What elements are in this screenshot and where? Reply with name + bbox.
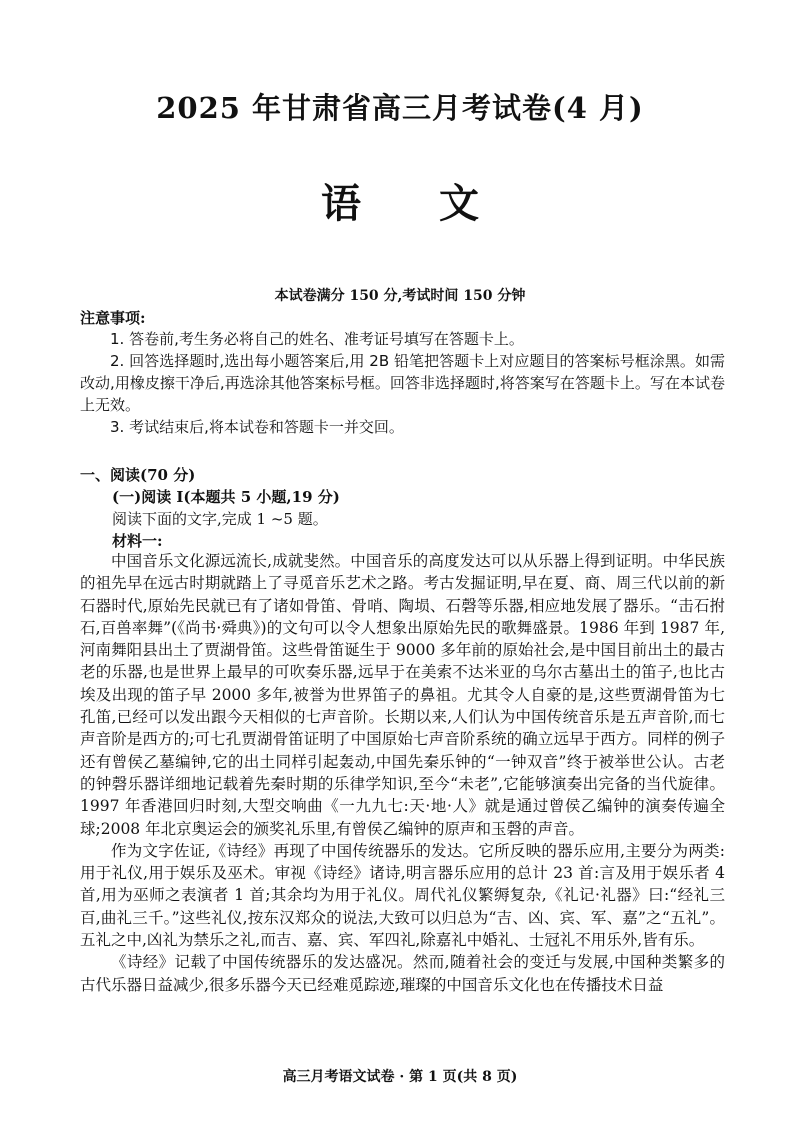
exam-info: 本试卷满分 150 分,考试时间 150 分钟 bbox=[274, 288, 526, 304]
reading-instruction: 阅读下面的文字,完成 1 ~5 题。 bbox=[112, 510, 328, 528]
passage-paragraph: 《诗经》记载了中国传统器乐的发达盛况。然而,随着社会的变迁与发展,中国种类繁多的古代乐器日益减少,很多乐器今天已经难觅踪迹,璀璨的中国音乐文化也在传播技术日益 bbox=[80, 953, 725, 994]
notice-item: 1. 答卷前,考生务必将自己的姓名、准考证号填写在答题卡上。 bbox=[110, 330, 524, 348]
passage bbox=[80, 550, 725, 996]
notice-list bbox=[80, 328, 725, 438]
passage-paragraph: 作为文字佐证,《诗经》再现了中国传统器乐的发达。它所反映的器乐应用,主要分为两类:用于礼仪,用于娱乐及巫术。审视《诗经》诸诗,明言器乐应用的总计 23 首:言及用于娱乐者 4 首,用为巫师之表演者 1 首;其余均为用于礼仪。周代礼仪繁缛复杂,《礼记·礼器》曰:“经礼三百,曲礼三千。”这些礼仪,按东汉郑众的说法,大致可以归总为“吉、凶、宾、军、嘉”之“五礼”。五礼之中,凶礼为禁乐之礼,而吉、嘉、宾、军四礼,除嘉礼中婚礼、士冠礼不用乐外,皆有乐。 bbox=[80, 841, 725, 950]
notice-heading: 注意事项: bbox=[80, 309, 146, 327]
material-label: 材料一: bbox=[112, 532, 163, 550]
subsection-heading: (一)阅读 I(本题共 5 小题,19 分) bbox=[112, 488, 340, 506]
page-footer: 高三月考语文试卷 · 第 1 页(共 8 页) bbox=[282, 1069, 518, 1085]
exam-title: 2025 年甘肃省高三月考试卷(4 月) bbox=[156, 91, 644, 125]
notice-item: 3. 考试结束后,将本试卷和答题卡一并交回。 bbox=[110, 418, 404, 436]
section-heading: 一、阅读(70 分) bbox=[80, 466, 196, 484]
notice-item: 2. 回答选择题时,选出每小题答案后,用 2B 铅笔把答题卡上对应题目的答案标号框涂黑。如需改动,用橡皮擦干净后,再选涂其他答案标号框。回答非选择题时,将答案写在答题卡上。写在本试卷上无效。 bbox=[80, 352, 725, 414]
passage-paragraph: 中国音乐文化源远流长,成就斐然。中国音乐的高度发达可以从乐器上得到证明。中华民族的祖先早在远古时期就踏上了寻觅音乐艺术之路。考古发掘证明,早在夏、商、周三代以前的新石器时代,原始先民就已有了诸如骨笛、骨哨、陶埙、石磬等乐器,相应地发展了器乐。“击石拊石,百兽率舞”(《尚书·舜典》)的文句可以令人想象出原始先民的歌舞盛景。1986 年到 1987 年,河南舞阳县出土了贾湖骨笛。这些骨笛诞生于 9000 多年前的原始社会,是中国目前出土的最古老的乐器,也是世界上最早的可吹奏乐器,远早于在美索不达米亚的乌尔古墓出土的笛子,也比古埃及出现的笛子早 2000 多年,被誉为世界笛子的鼻祖。尤其令人自豪的是,这些贾湖骨笛为七孔笛,已经可以发出跟今天相似的七声音阶。长期以来,人们认为中国传统音乐是五声音阶,而七声音阶是西方的;可七孔贾湖骨笛证明了中国原始七声音阶系统的确立远早于西方。同样的例子还有曾侯乙墓编钟,它的出土同样引起轰动,中国先秦乐钟的“一钟双音”终于被举世公认。古老的钟磬乐器详细地记载着先秦时期的乐律学知识,至今“未老”,它能够演奏出完备的当代旋律。1997 年香港回归时刻,大型交响曲《一九九七:天·地·人》就是通过曾侯乙编钟的演奏传遍全球;2008 年北京奥运会的颁奖礼乐里,有曾侯乙编钟的原声和玉磬的声音。 bbox=[80, 552, 725, 838]
subject-title: 语文 bbox=[321, 180, 557, 227]
